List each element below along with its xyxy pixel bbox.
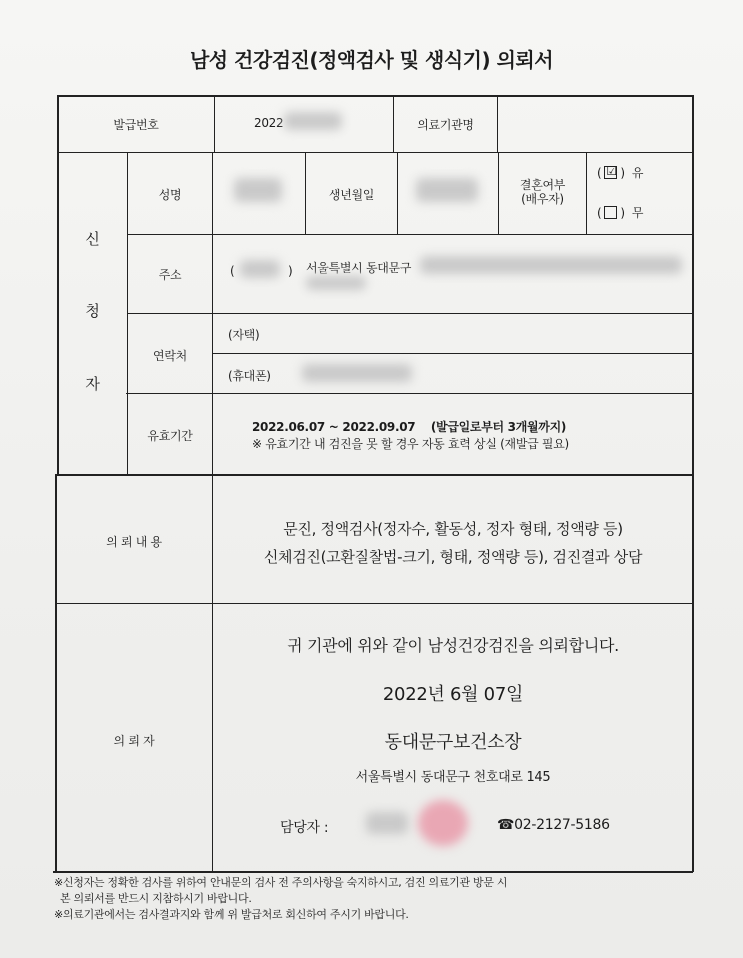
applicant-section-char: 청 — [85, 302, 100, 320]
address-label: 주소 — [158, 268, 182, 282]
birth-label: 생년월일 — [328, 188, 375, 202]
validity-note-bold: (발급일로부터 3개월까지) — [430, 420, 567, 434]
footer-notes — [54, 875, 507, 923]
col-divider — [497, 95, 498, 153]
home-phone-label: (자택) — [228, 328, 260, 342]
row-divider — [55, 603, 693, 604]
manager-phone: ☎02-2127-5186 — [497, 817, 610, 833]
row-divider — [212, 353, 693, 354]
mobile-label: (휴대폰) — [228, 369, 271, 383]
married-no-checkbox[interactable] — [604, 206, 617, 219]
row-divider — [57, 152, 693, 153]
address-value: 서울특별시 동대문구 — [306, 261, 412, 275]
manager-label: 담당자 : — [280, 820, 329, 836]
married-yes-option[interactable]: ( ☑ ) 유 — [597, 164, 644, 180]
redacted-zip — [240, 260, 280, 278]
validity-label: 유효기간 — [147, 429, 193, 443]
address-zip-close: ) — [288, 264, 293, 278]
request-line-2: 신체검진(고환질찰법-크기, 형태, 정액량 등), 검진결과 상담 — [263, 548, 643, 566]
married-yes-label: 유 — [631, 166, 644, 180]
table-border-bottom — [53, 871, 693, 873]
note-line: 본 의뢰서를 반드시 지참하시기 바랍니다. — [60, 892, 252, 905]
married-label-text: 결혼여부 — [519, 178, 566, 192]
redacted-address — [306, 276, 366, 290]
redacted-birth — [416, 178, 478, 202]
married-no-label: 무 — [631, 206, 644, 220]
name-label: 성명 — [158, 188, 182, 202]
redacted-issue-number — [284, 112, 342, 130]
redacted-name — [234, 178, 282, 202]
table-border-right — [692, 95, 694, 872]
checkmark-icon: ☑ — [606, 164, 617, 178]
applicant-section-char: 자 — [85, 375, 100, 393]
request-label: 의 뢰 내 용 — [106, 535, 162, 549]
married-label — [499, 178, 586, 206]
document-title: 남성 건강검진(정액검사 및 생식기) 의뢰서 — [189, 48, 554, 72]
validity-value: 2022.06.07 ~ 2022.09.07 — [252, 420, 416, 434]
redacted-mobile — [302, 364, 412, 382]
married-label-sub: (배우자) — [521, 192, 564, 206]
redacted-manager — [366, 812, 408, 834]
institution-label: 의료기관명 — [417, 118, 474, 132]
table-border-left — [57, 95, 59, 475]
validity-note: ※ 유효기간 내 검진을 못 할 경우 자동 효력 상실 (재발급 필요) — [252, 437, 569, 451]
col-divider — [212, 152, 213, 872]
contact-label: 연락처 — [153, 349, 187, 363]
married-yes-checkbox[interactable] — [604, 166, 617, 179]
address-zip-open: ( — [230, 264, 235, 278]
requester-label: 의 뢰 자 — [113, 734, 155, 748]
redacted-address — [420, 256, 682, 274]
note-line: ※신청자는 정확한 검사를 위하여 안내문의 검사 전 주의사항을 숙지하시고, 검진 의료기관 방문 시 — [54, 876, 508, 889]
redacted-seal — [418, 800, 468, 846]
row-divider — [56, 474, 693, 476]
col-divider — [214, 95, 215, 153]
requester-org: 동대문구보건소장 — [384, 732, 522, 753]
validity-period — [252, 418, 566, 435]
table-border-top — [58, 95, 693, 97]
requester-address: 서울특별시 동대문구 천호대로 145 — [355, 770, 551, 785]
married-no-option[interactable]: ( ) 무 — [597, 206, 644, 220]
note-line: ※의료기관에서는 검사결과지와 함께 위 발급처로 회신하여 주시기 바랍니다. — [54, 908, 409, 921]
request-line-1: 문진, 정액검사(정자수, 활동성, 정자 형태, 정액량 등) — [283, 520, 623, 538]
issue-number-value: 2022 — [254, 116, 284, 130]
requester-statement: 귀 기관에 위와 같이 남성건강검진을 의뢰합니다. — [287, 636, 619, 655]
col-divider — [586, 152, 587, 235]
col-divider — [397, 152, 398, 235]
applicant-section-char: 신 — [85, 230, 100, 248]
issue-number-label: 발급번호 — [113, 118, 159, 132]
requester-date: 2022년 6월 07일 — [382, 684, 524, 705]
